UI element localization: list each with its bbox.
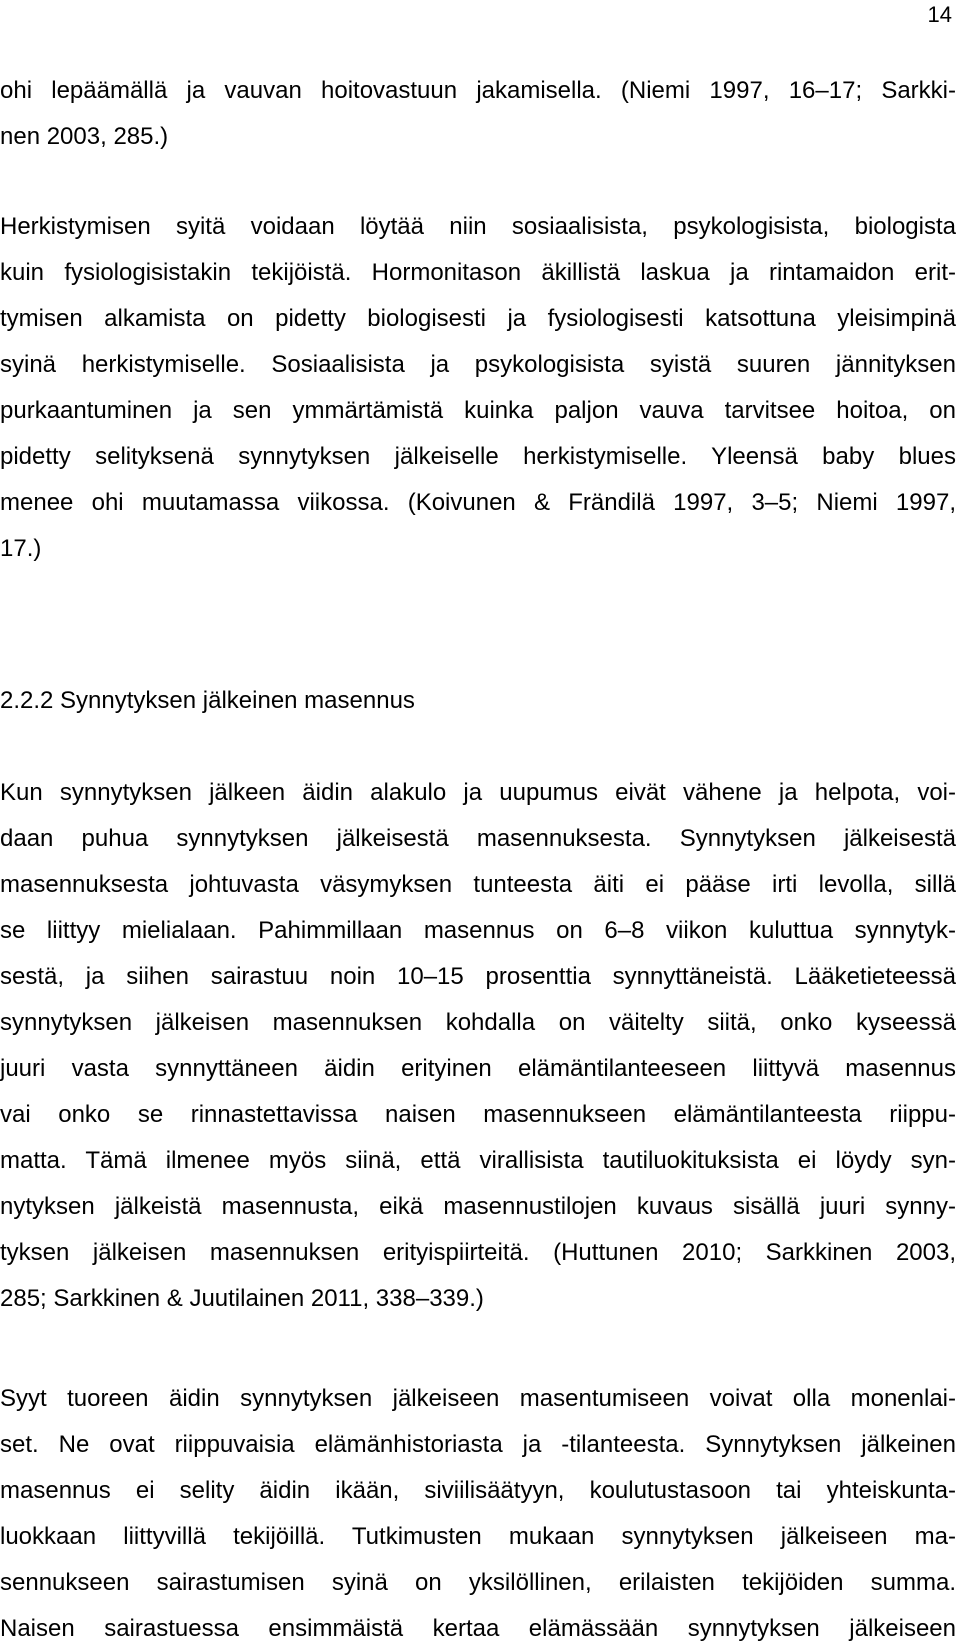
- text-line: Herkistymisen syitä voidaan löytää niin sosiaalisista, psykologisista, biologista: [0, 213, 956, 240]
- text-line: sennukseen sairastumisen syinä on yksilöllinen, erilaisten tekijöiden summa.: [0, 1569, 956, 1596]
- paragraph-causes-of-depression: [0, 1376, 956, 1652]
- paragraph-baby-blues-end: [0, 68, 956, 160]
- text-line: kuin fysiologisistakin tekijöistä. Hormonitason äkillistä laskua ja rintamaidon erit-: [0, 259, 956, 286]
- text-line: ohi lepäämällä ja vauvan hoitovastuun jakamisella. (Niemi 1997, 16–17; Sarkki-: [0, 77, 956, 104]
- text-line: masennuksesta johtuvasta väsymyksen tunteesta äiti ei pääse irti levolla, sillä: [0, 871, 956, 898]
- text-line: synnytyksen jälkeisen masennuksen kohdalla on väitelty siitä, onko kyseessä: [0, 1009, 956, 1036]
- text-line: set. Ne ovat riippuvaisia elämänhistoriasta ja -tilanteesta. Synnytyksen jälkeinen: [0, 1431, 956, 1458]
- text-line: vai onko se rinnastettavissa naisen masennukseen elämäntilanteesta riippu-: [0, 1101, 956, 1128]
- text-line: tymisen alkamista on pidetty biologisesti ja fysiologisesti katsottuna yleisimpinä: [0, 305, 956, 332]
- text-line: juuri vasta synnyttäneen äidin erityinen elämäntilanteeseen liittyvä masennus: [0, 1055, 956, 1082]
- text-line: daan puhua synnytyksen jälkeisestä masennuksesta. Synnytyksen jälkeisestä: [0, 825, 956, 852]
- text-line: menee ohi muutamassa viikossa. (Koivunen & Frändilä 1997, 3–5; Niemi 1997,: [0, 489, 956, 516]
- page-number: 14: [927, 2, 952, 27]
- text-line: 285; Sarkkinen & Juutilainen 2011, 338–339.): [0, 1285, 484, 1312]
- paragraph-postpartum-depression: [0, 770, 956, 1322]
- text-line: Syyt tuoreen äidin synnytyksen jälkeiseen masentumiseen voivat olla monenlai-: [0, 1385, 956, 1412]
- text-line: luokkaan liittyvillä tekijöillä. Tutkimusten mukaan synnytyksen jälkeiseen ma-: [0, 1523, 956, 1550]
- text-line: se liittyy mielialaan. Pahimmillaan masennus on 6–8 viikon kuluttua synnytyk-: [0, 917, 956, 944]
- text-line: matta. Tämä ilmenee myös siinä, että virallisista tautiluokituksista ei löydy syn-: [0, 1147, 956, 1174]
- text-line: nytyksen jälkeistä masennusta, eikä masennustilojen kuvaus sisällä juuri synny-: [0, 1193, 956, 1220]
- paragraph-causes-of-sensitization: [0, 204, 956, 572]
- section-heading: 2.2.2 Synnytyksen jälkeinen masennus: [0, 687, 415, 714]
- text-line: nen 2003, 285.): [0, 123, 169, 150]
- text-line: sestä, ja siihen sairastuu noin 10–15 prosenttia synnyttäneistä. Lääketieteessä: [0, 963, 956, 990]
- text-line: purkaantuminen ja sen ymmärtämistä kuinka paljon vauva tarvitsee hoitoa, on: [0, 397, 956, 424]
- text-line: tyksen jälkeisen masennuksen erityispiirteitä. (Huttunen 2010; Sarkkinen 2003,: [0, 1239, 956, 1266]
- text-line: Kun synnytyksen jälkeen äidin alakulo ja uupumus eivät vähene ja helpota, voi-: [0, 779, 956, 806]
- text-line: pidetty selityksenä synnytyksen jälkeiselle herkistymiselle. Yleensä baby blues: [0, 443, 956, 470]
- text-line: masennus ei selity äidin ikään, siviilisäätyyn, koulutustasoon tai yhteiskunta-: [0, 1477, 956, 1504]
- text-line: Naisen sairastuessa ensimmäistä kertaa elämässään synnytyksen jälkeiseen: [0, 1615, 956, 1642]
- text-line: syinä herkistymiselle. Sosiaalisista ja psykologisista syistä suuren jännityksen: [0, 351, 956, 378]
- text-line: 17.): [0, 535, 42, 562]
